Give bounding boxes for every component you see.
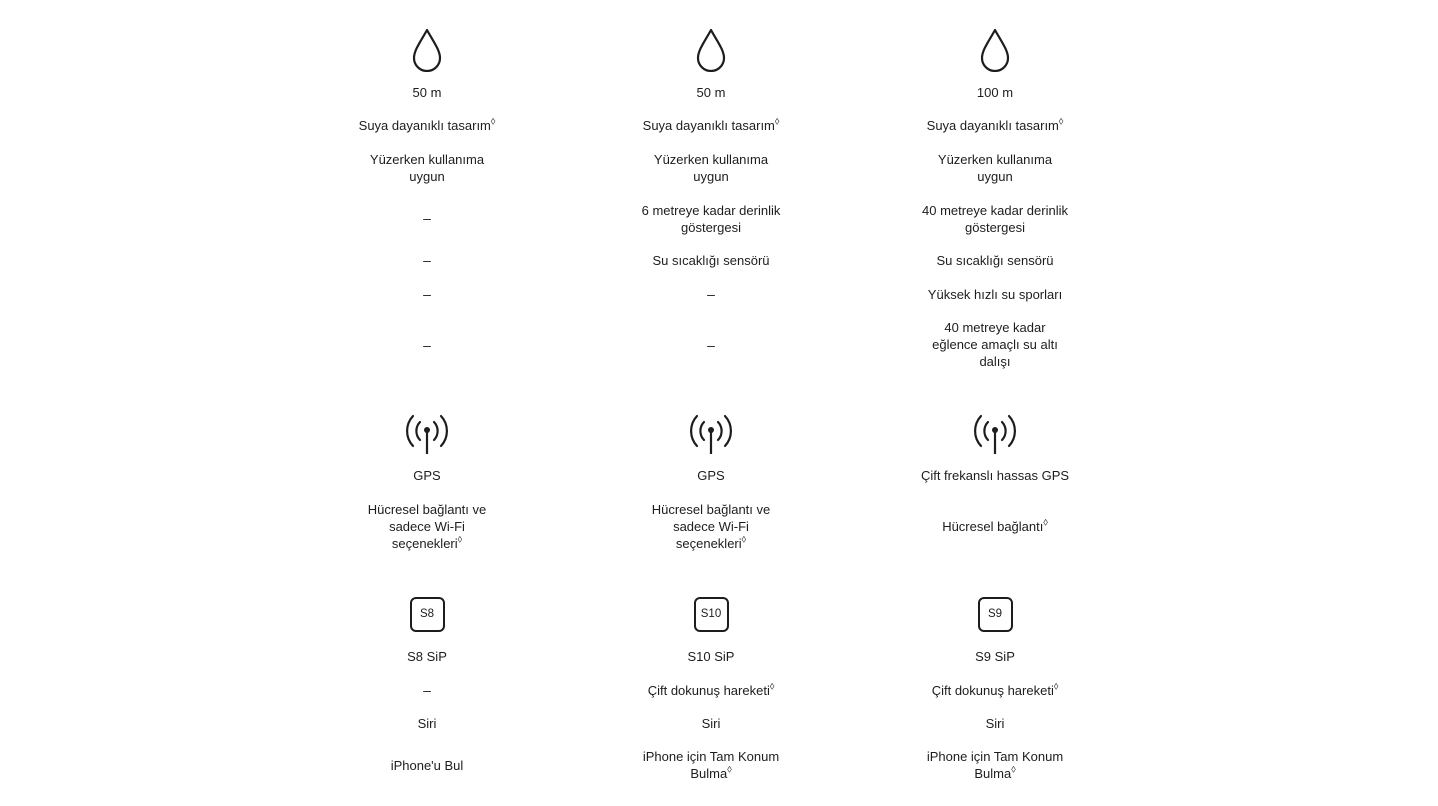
gps-antenna-icon xyxy=(611,410,811,459)
water-resistant-feature: Suya dayanıklı tasarım◊ xyxy=(358,116,496,133)
water-drop-icon xyxy=(611,28,811,75)
footnote-mark: ◊ xyxy=(457,534,463,545)
siri-feature: Siri xyxy=(701,716,721,731)
footnote-mark: ◊ xyxy=(727,764,732,775)
connectivity-feature: Hücresel bağlantı ve sadece Wi-Fi seçenekleri◊ xyxy=(367,502,487,551)
chip-icon xyxy=(611,597,811,632)
water-sports-feature: – xyxy=(707,286,715,302)
gps-feature: Çift frekanslı hassas GPS xyxy=(920,468,1070,483)
water-depth-rating: 50 m xyxy=(412,85,442,100)
chip-name: S9 SiP xyxy=(975,649,1015,664)
siri-feature: Siri xyxy=(417,716,437,731)
find-iphone-feature: iPhone'u Bul xyxy=(390,758,464,773)
gps-feature: GPS xyxy=(697,468,725,483)
footnote-mark: ◊ xyxy=(1011,764,1016,775)
water-depth-rating: 50 m xyxy=(696,85,726,100)
chip-label: S9 xyxy=(978,597,1013,632)
footnote-mark: ◊ xyxy=(741,534,747,545)
footnote-mark: ◊ xyxy=(769,681,775,692)
chip-icon xyxy=(327,597,527,632)
diving-feature: – xyxy=(707,337,715,353)
water-depth-rating: 100 m xyxy=(976,85,1014,100)
footnote-mark: ◊ xyxy=(1043,517,1048,528)
water-drop-icon xyxy=(895,28,1095,75)
water-temp-feature: Su sıcaklığı sensörü xyxy=(936,253,1054,268)
siri-feature: Siri xyxy=(985,716,1005,731)
water-drop-icon xyxy=(327,28,527,75)
footnote-mark: ◊ xyxy=(1053,681,1059,692)
find-iphone-feature: iPhone için Tam Konum Bulma◊ xyxy=(926,749,1064,781)
connectivity-feature: Hücresel bağlantı◊ xyxy=(942,517,1048,534)
depth-gauge-feature: 6 metreye kadar derinlik göstergesi xyxy=(641,203,781,235)
depth-gauge-feature: 40 metreye kadar derinlik göstergesi xyxy=(922,203,1068,235)
footnote-mark: ◊ xyxy=(1058,116,1064,127)
chip-name: S10 SiP xyxy=(687,649,735,664)
find-iphone-feature: iPhone için Tam Konum Bulma◊ xyxy=(642,749,780,781)
water-sports-feature: Yüksek hızlı su sporları xyxy=(927,287,1063,302)
water-resistant-feature: Suya dayanıklı tasarım◊ xyxy=(926,116,1064,133)
diving-feature: – xyxy=(423,337,431,353)
swimproof-feature: Yüzerken kullanıma uygun xyxy=(369,152,485,184)
double-tap-feature: Çift dokunuş hareketi◊ xyxy=(931,681,1059,698)
double-tap-feature: – xyxy=(423,682,431,698)
diving-feature: 40 metreye kadar eğlence amaçlı su altı dalışı xyxy=(932,320,1058,369)
chip-label: S8 xyxy=(410,597,445,632)
double-tap-feature: Çift dokunuş hareketi◊ xyxy=(647,681,775,698)
footnote-mark: ◊ xyxy=(774,116,780,127)
water-temp-feature: – xyxy=(423,252,431,268)
gps-antenna-icon xyxy=(327,410,527,459)
water-sports-feature: – xyxy=(423,286,431,302)
chip-icon xyxy=(895,597,1095,632)
chip-name: S8 SiP xyxy=(407,649,447,664)
gps-antenna-icon xyxy=(895,410,1095,459)
connectivity-feature: Hücresel bağlantı ve sadece Wi-Fi seçenekleri◊ xyxy=(651,502,771,551)
gps-feature: GPS xyxy=(413,468,441,483)
depth-gauge-feature: – xyxy=(423,210,431,226)
water-resistant-feature: Suya dayanıklı tasarım◊ xyxy=(642,116,780,133)
footnote-mark: ◊ xyxy=(490,116,496,127)
water-temp-feature: Su sıcaklığı sensörü xyxy=(652,253,770,268)
swimproof-feature: Yüzerken kullanıma uygun xyxy=(937,152,1053,184)
chip-label: S10 xyxy=(694,597,729,632)
swimproof-feature: Yüzerken kullanıma uygun xyxy=(653,152,769,184)
